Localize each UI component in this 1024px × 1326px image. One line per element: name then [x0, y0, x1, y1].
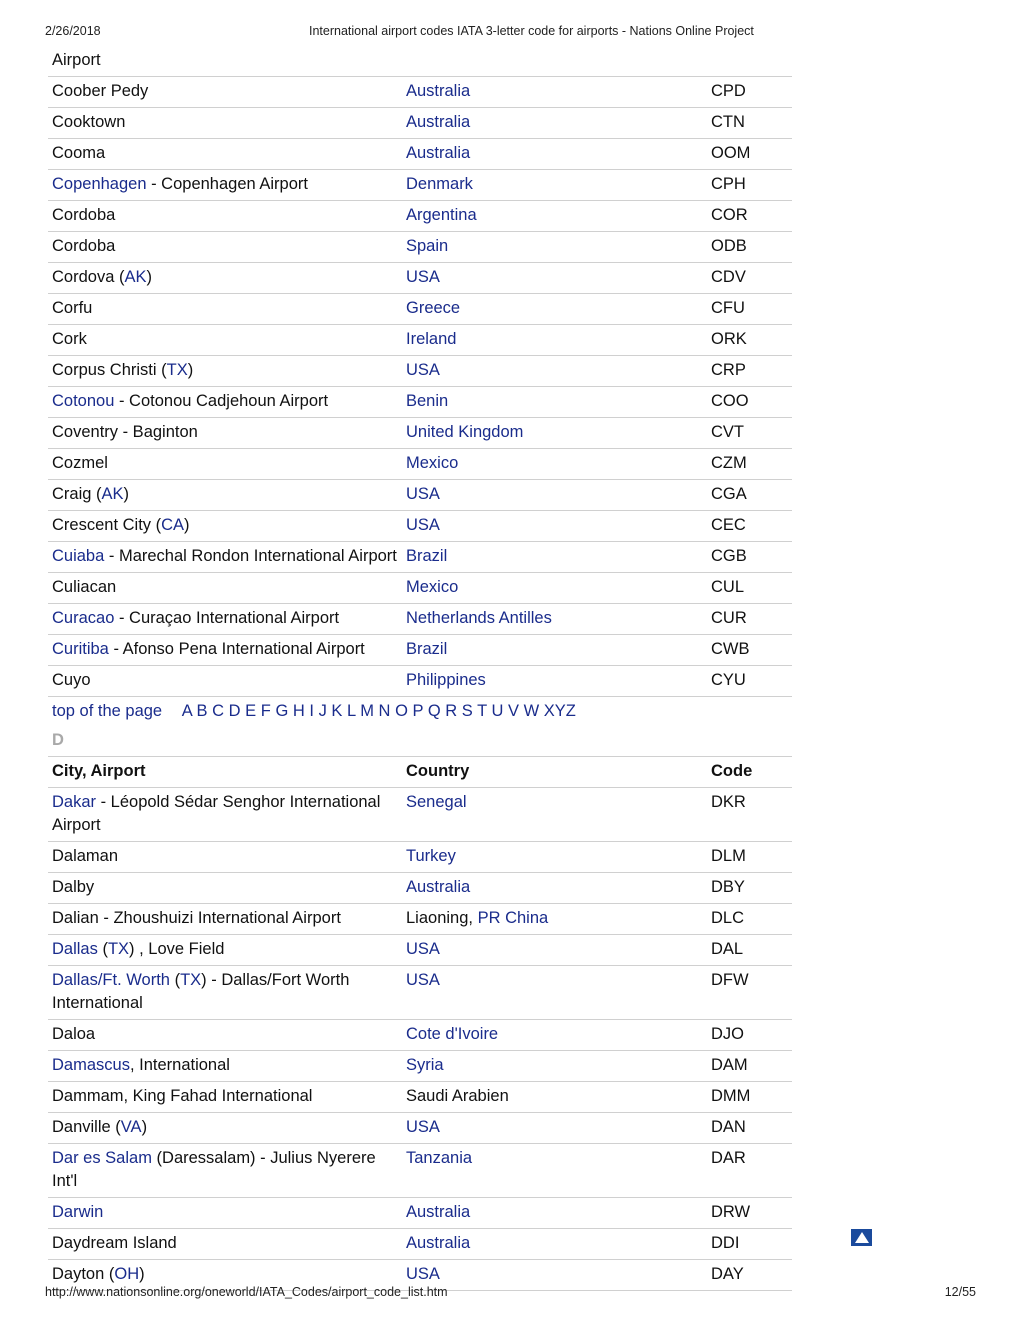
letter-link-s[interactable]: S	[461, 702, 473, 720]
table-row	[48, 139, 792, 170]
code-cell: CYU	[711, 671, 746, 689]
letter-link-p[interactable]: P	[412, 702, 424, 720]
city-cell	[48, 938, 402, 961]
cell-text: Cork	[52, 330, 87, 348]
table-row	[48, 201, 792, 232]
country-cell	[402, 1263, 707, 1286]
code-cell: ODB	[711, 237, 747, 255]
cell-text: )	[139, 1265, 145, 1283]
code-cell: COR	[711, 206, 748, 224]
cell-text: Daydream Island	[52, 1234, 177, 1252]
code-cell: CEC	[711, 516, 746, 534]
country-cell	[402, 969, 707, 1015]
cell-text: Cozmel	[52, 454, 108, 472]
code-cell: CGB	[711, 547, 747, 565]
cell-link[interactable]: Philippines	[406, 671, 486, 689]
city-cell	[48, 1232, 402, 1255]
city-cell	[48, 1147, 402, 1193]
cell-link[interactable]: USA	[406, 1265, 440, 1283]
country-cell	[402, 514, 707, 537]
letter-links	[182, 702, 576, 720]
cell-link[interactable]: USA	[406, 516, 440, 534]
city-cell	[48, 791, 402, 837]
table-row-continued	[48, 46, 792, 77]
cell-link[interactable]: TX	[166, 361, 188, 379]
city-cell	[48, 173, 402, 196]
code-cell: CRP	[711, 361, 746, 379]
cell-link[interactable]: Greece	[406, 299, 461, 317]
city-cell	[48, 607, 402, 630]
country-cell	[402, 791, 707, 837]
country-cell	[402, 545, 707, 568]
code-cell: CFU	[711, 299, 745, 317]
country-cell	[402, 607, 707, 630]
table-row	[48, 511, 792, 542]
code-cell: CGA	[711, 485, 747, 503]
table-row	[48, 966, 792, 1020]
letter-link-t[interactable]: T	[477, 702, 487, 720]
code-cell: CPH	[711, 175, 746, 193]
city-cell	[48, 483, 402, 506]
cell-text: Cooma	[52, 144, 106, 162]
back-to-top-button[interactable]	[851, 1229, 872, 1246]
city-cell	[48, 1054, 402, 1077]
table-row	[48, 480, 792, 511]
letter-link-u[interactable]: U	[491, 702, 504, 720]
cell-link[interactable]: Curitiba	[52, 640, 109, 658]
city-cell	[48, 545, 402, 568]
letter-link-g[interactable]: G	[275, 702, 289, 720]
d-rows	[48, 788, 792, 1291]
letter-link-f[interactable]: F	[260, 702, 271, 720]
cell-text: - Cotonou Cadjehoun Airport	[114, 392, 329, 410]
print-date: 2/26/2018	[45, 24, 101, 38]
print-url: http://www.nationsonline.org/oneworld/IATA_Codes/airport_code_list.htm	[45, 1285, 448, 1299]
cell-text: - Marechal Rondon International Airport	[104, 547, 397, 565]
cell-link[interactable]: USA	[406, 940, 440, 958]
code-cell: DAR	[711, 1149, 746, 1167]
letter-link-w[interactable]: W	[523, 702, 540, 720]
city-cell	[48, 80, 402, 103]
cell-text: Cordoba	[52, 237, 116, 255]
country-cell	[402, 1232, 707, 1255]
city-cell	[48, 1116, 402, 1139]
top-of-page-link[interactable]: top of the page	[52, 702, 163, 720]
table-row	[48, 935, 792, 966]
code-header: Code	[711, 762, 753, 780]
code-cell: DMM	[711, 1087, 751, 1105]
cell-link[interactable]: Brazil	[406, 640, 448, 658]
cell-text: Cordoba	[52, 206, 116, 224]
city-cell	[48, 390, 402, 413]
cell-link[interactable]: Brazil	[406, 547, 448, 565]
city-cell	[48, 514, 402, 537]
country-cell	[402, 173, 707, 196]
section-letter: D	[48, 727, 792, 757]
cell-link[interactable]: Turkey	[406, 847, 456, 865]
code-cell	[707, 49, 792, 72]
table-row	[48, 449, 792, 480]
cell-text: Cuyo	[52, 671, 91, 689]
code-cell: CTN	[711, 113, 745, 131]
code-cell: DFW	[711, 971, 749, 989]
cell-link[interactable]: TX	[107, 940, 130, 958]
code-cell: DAM	[711, 1056, 748, 1074]
city-cell	[48, 204, 402, 227]
city-cell	[48, 452, 402, 475]
city-header: City, Airport	[52, 762, 146, 780]
country-cell	[402, 638, 707, 661]
cell-text: Dalaman	[52, 847, 119, 865]
country-cell	[402, 452, 707, 475]
city-cell	[48, 576, 402, 599]
letter-link-o[interactable]: O	[395, 702, 408, 720]
cell-text: , International	[129, 1056, 230, 1074]
city-cell	[48, 1085, 402, 1108]
letter-link-n[interactable]: N	[378, 702, 391, 720]
country-cell	[402, 938, 707, 961]
cell-link[interactable]: USA	[406, 485, 440, 503]
c-rows	[48, 77, 792, 697]
cell-text: Cordova (	[52, 268, 125, 286]
code-cell: DAL	[711, 940, 744, 958]
letter-link-d[interactable]: D	[228, 702, 241, 720]
print-footer	[45, 1285, 979, 1303]
table-row	[48, 542, 792, 573]
code-cell: OOM	[711, 144, 751, 162]
cell-link[interactable]: Dallas	[52, 940, 98, 958]
code-cell: DLM	[711, 847, 746, 865]
code-cell: DDI	[711, 1234, 740, 1252]
cell-text: Liaoning,	[406, 909, 478, 927]
letter-link-j[interactable]: J	[318, 702, 327, 720]
table-row	[48, 1082, 792, 1113]
country-cell	[402, 359, 707, 382]
cell-link[interactable]: AK	[124, 268, 147, 286]
table-row	[48, 294, 792, 325]
cell-link[interactable]: Dar es Salam	[52, 1149, 152, 1167]
cell-text: Crescent City (	[52, 516, 162, 534]
cell-link[interactable]: Australia	[406, 144, 471, 162]
print-header	[45, 24, 979, 42]
table-header-row	[48, 757, 792, 788]
country-cell	[402, 204, 707, 227]
code-cell: CUL	[711, 578, 745, 596]
table-row	[48, 873, 792, 904]
cell-text: ) - Dallas/Fort Worth International	[52, 971, 350, 1012]
cell-text: )	[184, 516, 190, 534]
city-cell	[48, 328, 402, 351]
cell-text: Culiacan	[52, 578, 117, 596]
cell-link[interactable]: Senegal	[406, 793, 467, 811]
alphabet-nav	[48, 697, 792, 727]
code-cell: CWB	[711, 640, 750, 658]
table-row	[48, 108, 792, 139]
cell-link[interactable]: Copenhagen	[52, 175, 147, 193]
letter-link-c[interactable]: C	[212, 702, 225, 720]
country-cell	[402, 1085, 707, 1108]
cell-text: (	[97, 940, 108, 958]
code-cell: CVT	[711, 423, 744, 441]
table-row	[48, 1144, 792, 1198]
city-cell	[48, 142, 402, 165]
country-cell	[402, 1201, 707, 1224]
code-cell: DLC	[711, 909, 745, 927]
table-row	[48, 170, 792, 201]
code-cell: CDV	[711, 268, 746, 286]
airport-code-table	[48, 46, 792, 1291]
code-cell: DJO	[711, 1025, 744, 1043]
country-cell	[402, 907, 707, 930]
cell-link[interactable]: Argentina	[406, 206, 477, 224]
letter-link-q[interactable]: Q	[427, 702, 441, 720]
letter-link-l[interactable]: L	[347, 702, 356, 720]
cell-link[interactable]: Mexico	[406, 578, 459, 596]
code-cell: DAY	[711, 1265, 744, 1283]
table-row	[48, 604, 792, 635]
table-row	[48, 842, 792, 873]
cell-link[interactable]: Australia	[406, 878, 471, 896]
table-row	[48, 1198, 792, 1229]
cell-text: Coventry - Baginton	[52, 423, 198, 441]
city-cell	[48, 1201, 402, 1224]
code-cell: DKR	[711, 793, 746, 811]
country-cell	[402, 328, 707, 351]
code-cell: ORK	[711, 330, 747, 348]
cell-text: Dammam, King Fahad International	[52, 1087, 313, 1105]
cell-link[interactable]: Dallas/Ft. Worth	[52, 971, 170, 989]
cell-text: )	[123, 485, 130, 503]
letter-link-a[interactable]: A	[181, 702, 192, 720]
cell-link[interactable]: OH	[114, 1265, 140, 1283]
table-row	[48, 232, 792, 263]
country-cell	[402, 483, 707, 506]
letter-link-e[interactable]: E	[245, 702, 257, 720]
country-cell	[402, 80, 707, 103]
cell-link[interactable]: Netherlands Antilles	[406, 609, 552, 627]
cell-text: Daloa	[52, 1025, 96, 1043]
cell-link[interactable]: USA	[406, 361, 440, 379]
city-cell	[48, 638, 402, 661]
cell-text: ) , Love Field	[129, 940, 225, 958]
cell-text: - Curaçao International Airport	[114, 609, 340, 627]
country-cell	[402, 1054, 707, 1077]
cell-text: Saudi Arabien	[406, 1087, 509, 1105]
table-row	[48, 666, 792, 697]
table-row	[48, 1229, 792, 1260]
letter-link-v[interactable]: V	[507, 702, 519, 720]
cell-text: Corfu	[52, 299, 93, 317]
cell-text: Danville (	[52, 1118, 121, 1136]
country-cell	[402, 235, 707, 258]
country-cell	[402, 1147, 707, 1193]
city-cell	[48, 845, 402, 868]
cell-text: Dalian - Zhoushuizi International Airport	[52, 909, 341, 927]
country-cell	[402, 390, 707, 413]
cell-link[interactable]: VA	[120, 1118, 142, 1136]
letter-link-m[interactable]: M	[360, 702, 374, 720]
cell-link[interactable]: Cote d'Ivoire	[406, 1025, 499, 1043]
cell-link[interactable]: Damascus	[52, 1056, 130, 1074]
country-cell	[402, 1023, 707, 1046]
cell-link[interactable]: USA	[406, 268, 440, 286]
table-row	[48, 635, 792, 666]
city-cell	[48, 876, 402, 899]
table-row	[48, 418, 792, 449]
cell-link[interactable]: PR China	[477, 909, 549, 927]
up-arrow-icon	[855, 1232, 869, 1243]
cell-text: Corpus Christi (	[52, 361, 167, 379]
cell-link[interactable]: United Kingdom	[406, 423, 524, 441]
cell-text: Cooktown	[52, 113, 126, 131]
table-row	[48, 263, 792, 294]
letter-link-xyz[interactable]: XYZ	[543, 702, 576, 720]
table-row	[48, 77, 792, 108]
table-row	[48, 573, 792, 604]
cell-text: - Copenhagen Airport	[146, 175, 308, 193]
cell-link[interactable]: Cuiaba	[52, 547, 105, 565]
city-cell	[48, 421, 402, 444]
cell-link[interactable]: Australia	[406, 1234, 471, 1252]
table-row	[48, 1020, 792, 1051]
cell-link[interactable]: Tanzania	[406, 1149, 473, 1167]
cell-link[interactable]: Australia	[406, 1203, 471, 1221]
code-cell: COO	[711, 392, 749, 410]
country-cell	[402, 49, 707, 72]
cell-link[interactable]: TX	[180, 971, 202, 989]
table-row	[48, 1113, 792, 1144]
cell-link[interactable]: Ireland	[406, 330, 457, 348]
country-cell	[402, 421, 707, 444]
country-header: Country	[406, 762, 470, 780]
country-cell	[402, 142, 707, 165]
cell-link[interactable]: USA	[406, 1118, 440, 1136]
country-cell	[402, 669, 707, 692]
letter-link-b[interactable]: B	[196, 702, 208, 720]
cell-link[interactable]: Spain	[406, 237, 449, 255]
cell-link[interactable]: Darwin	[52, 1203, 104, 1221]
country-cell	[402, 1116, 707, 1139]
city-cell	[48, 1023, 402, 1046]
country-cell	[402, 876, 707, 899]
table-row	[48, 788, 792, 842]
table-row	[48, 1051, 792, 1082]
city-cell: Airport	[52, 51, 101, 69]
letter-link-r[interactable]: R	[445, 702, 458, 720]
cell-link[interactable]: Australia	[406, 82, 471, 100]
letter-link-h[interactable]: H	[292, 702, 305, 720]
code-cell: DBY	[711, 878, 745, 896]
table-row	[48, 356, 792, 387]
code-cell: DRW	[711, 1203, 751, 1221]
city-cell	[48, 969, 402, 1015]
cell-link[interactable]: AK	[101, 485, 124, 503]
print-title: International airport codes IATA 3-letter code for airports - Nations Online Project	[309, 24, 754, 38]
cell-link[interactable]: Australia	[406, 113, 471, 131]
cell-link[interactable]: Syria	[406, 1056, 444, 1074]
table-row	[48, 387, 792, 418]
cell-text: )	[146, 268, 152, 286]
cell-link[interactable]: Cotonou	[52, 392, 115, 410]
country-cell	[402, 266, 707, 289]
city-cell	[48, 359, 402, 382]
letter-link-k[interactable]: K	[331, 702, 343, 720]
city-cell	[48, 266, 402, 289]
cell-link[interactable]: CA	[161, 516, 185, 534]
cell-link[interactable]: Denmark	[406, 175, 473, 193]
city-cell	[48, 1263, 402, 1286]
city-cell	[48, 669, 402, 692]
cell-link[interactable]: Benin	[406, 392, 449, 410]
country-cell	[402, 576, 707, 599]
cell-text: Coober Pedy	[52, 82, 149, 100]
cell-text: Craig (	[52, 485, 102, 503]
cell-link[interactable]: Dakar	[52, 793, 97, 811]
cell-text: Dayton (	[52, 1265, 115, 1283]
table-row	[48, 325, 792, 356]
page-number: 12/55	[944, 1285, 976, 1299]
cell-link[interactable]: Mexico	[406, 454, 459, 472]
cell-text: (	[169, 971, 181, 989]
cell-text: Dalby	[52, 878, 95, 896]
country-cell	[402, 845, 707, 868]
country-cell	[402, 111, 707, 134]
city-cell	[48, 907, 402, 930]
city-cell	[48, 297, 402, 320]
table-row	[48, 904, 792, 935]
cell-link[interactable]: USA	[406, 971, 440, 989]
cell-link[interactable]: Curacao	[52, 609, 115, 627]
cell-text: - Afonso Pena International Airport	[108, 640, 365, 658]
cell-text: (Daressalam) - Julius Nyerere Int'l	[52, 1149, 376, 1190]
city-cell	[48, 235, 402, 258]
code-cell: CUR	[711, 609, 747, 627]
code-cell: DAN	[711, 1118, 746, 1136]
code-cell: CZM	[711, 454, 747, 472]
city-cell	[48, 111, 402, 134]
cell-text: )	[187, 361, 194, 379]
letter-link-i[interactable]: I	[309, 702, 314, 720]
code-cell: CPD	[711, 82, 746, 100]
cell-text: )	[141, 1118, 148, 1136]
cell-text: - Léopold Sédar Senghor International Airport	[52, 793, 381, 834]
country-cell	[402, 297, 707, 320]
